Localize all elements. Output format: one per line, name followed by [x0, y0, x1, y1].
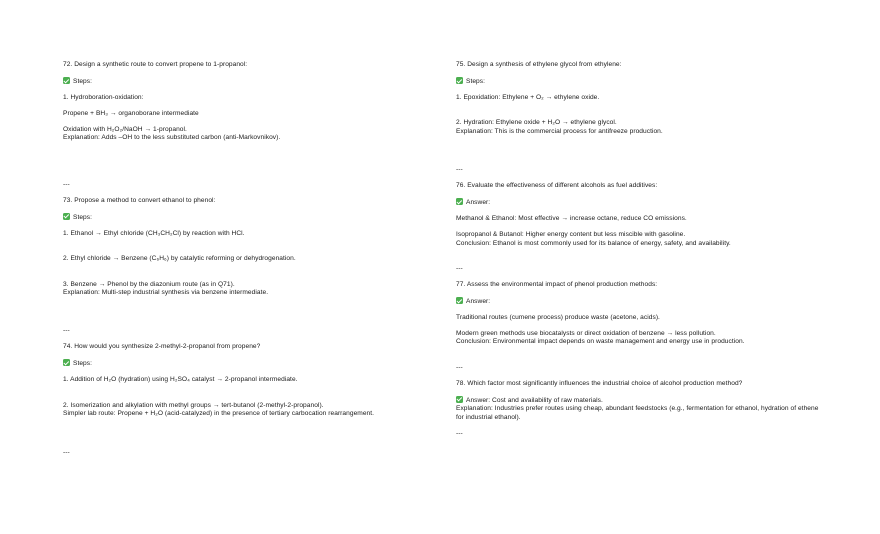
- explanation-text: Explanation: Multi-step industrial synthesis via benzene intermediate.: [63, 289, 269, 297]
- question-77: 77. Assess the environmental impact of phenol production methods:: [456, 281, 658, 289]
- question-78: 78. Which factor most significantly influences the industrial choice of alcohol production method?: [456, 379, 743, 387]
- question-72: 72. Design a synthetic route to convert propene to 1-propanol:: [63, 61, 248, 68]
- step-text: 2. Hydration: Ethylene oxide + H₂O → ethylene glycol.: [456, 119, 617, 127]
- right-column: [456, 61, 824, 438]
- section-separator: ---: [63, 448, 70, 456]
- check-mark-icon: [456, 396, 463, 403]
- check-mark-icon: [456, 77, 463, 84]
- check-mark-icon: [456, 198, 463, 205]
- step-text: 1. Ethanol → Ethyl chloride (CH₃CH₂Cl) by reaction with HCl.: [63, 229, 245, 237]
- step-text: 1. Hydroboration-oxidation:: [63, 94, 144, 101]
- section-separator: ---: [456, 363, 463, 371]
- step-text: 3. Benzene → Phenol by the diazonium route (as in Q71).: [63, 280, 235, 288]
- question-75: 75. Design a synthesis of ethylene glycol from ethylene:: [456, 61, 622, 68]
- answer-label: Answer:: [456, 198, 824, 207]
- question-76: 76. Evaluate the effectiveness of different alcohols as fuel additives:: [456, 182, 658, 190]
- check-mark-icon: [63, 359, 70, 366]
- question-73: 73. Propose a method to convert ethanol to phenol:: [63, 196, 216, 204]
- check-mark-icon: [63, 77, 70, 84]
- left-column: [63, 61, 423, 457]
- conclusion-text: Conclusion: Environmental impact depends on waste management and energy use in production.: [456, 338, 745, 346]
- step-text: Propene + BH₃ → organoborane intermediate: [63, 110, 199, 117]
- question-74: 74. How would you synthesize 2-methyl-2-propanol from propene?: [63, 343, 261, 351]
- step-text: Oxidation with H₂O₂/NaOH → 1-propanol.: [63, 126, 187, 133]
- answer-text: Modern green methods use biocatalysts or direct oxidation of benzene → less pollution.: [456, 330, 716, 338]
- explanation-text: Explanation: Adds –OH to the less substituted carbon (anti-Markovnikov).: [63, 134, 281, 142]
- section-separator: ---: [456, 265, 463, 273]
- answer-label: Answer:: [456, 297, 824, 306]
- steps-label: Steps:: [456, 77, 824, 86]
- step-text: 1. Epoxidation: Ethylene + O₂ → ethylene oxide.: [456, 94, 600, 101]
- answer-text: Methanol & Ethanol: Most effective → increase octane, reduce CO emissions.: [456, 215, 687, 223]
- answer-text: Traditional routes (cumene process) produce waste (acetone, acids).: [456, 314, 660, 322]
- explanation-text: Explanation: This is the commercial process for antifreeze production.: [456, 127, 663, 135]
- section-separator: ---: [456, 166, 463, 174]
- steps-label: Steps:: [63, 213, 423, 222]
- check-mark-icon: [456, 297, 463, 304]
- steps-label: Steps:: [63, 77, 423, 86]
- step-text: 2. Isomerization and alkylation with methyl groups → tert-butanol (2-methyl-2-propanol).: [63, 401, 324, 409]
- explanation-text: Simpler lab route: Propene + H₂O (acid-catalyzed) in the presence of tertiary carbocation rearrangement.: [63, 410, 375, 418]
- section-separator: ---: [63, 327, 70, 335]
- check-mark-icon: [63, 213, 70, 220]
- answer-text: Isopropanol & Butanol: Higher energy content but less miscible with gasoline.: [456, 231, 686, 239]
- step-text: 1. Addition of H₂O (hydration) using H₂SO₄ catalyst → 2-propanol intermediate.: [63, 376, 298, 384]
- answer-label: Answer: Cost and availability of raw materials.: [456, 396, 824, 405]
- section-separator: ---: [456, 429, 463, 437]
- explanation-text: Explanation: Industries prefer routes using cheap, abundant feedstocks (e.g., fermentation for ethanol, hydration of ethene for industrial ethanol).: [456, 405, 821, 421]
- step-text: 2. Ethyl chloride → Benzene (C₆H₆) by catalytic reforming or dehydrogenation.: [63, 255, 296, 263]
- conclusion-text: Conclusion: Ethanol is most commonly used for its balance of energy, safety, and availability.: [456, 239, 731, 247]
- steps-label: Steps:: [63, 359, 423, 368]
- section-separator: ---: [63, 180, 70, 188]
